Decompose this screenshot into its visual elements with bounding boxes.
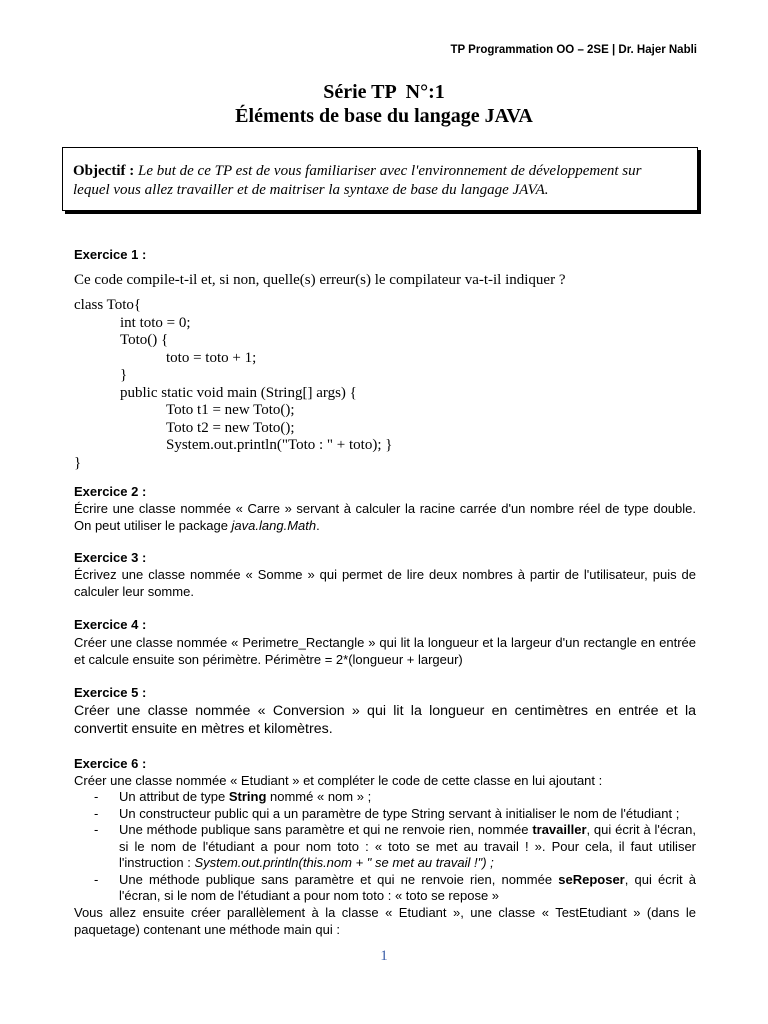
exercise-4-text: Créer une classe nommée « Perimetre_Rectangle » qui lit la longueur et la largeur d'un rectangle en entrée et calcule ensuite son périmètre. Périmètre = 2*(longueur + largeur) <box>74 635 696 667</box>
title-line-1: Série TP N°:1 <box>323 81 445 103</box>
code-line: System.out.println("Toto : " + toto); } <box>166 437 393 453</box>
bullet-text: Un attribut de type <box>119 789 229 804</box>
list-item <box>74 789 696 806</box>
code-line: int toto = 0; <box>120 314 191 331</box>
code-line: class Toto{ <box>74 297 142 313</box>
exercise-3-title: Exercice 3 : <box>74 550 147 565</box>
exercise-2-text <box>74 500 696 534</box>
exercise-3-text: Écrivez une classe nommée « Somme » qui permet de lire deux nombres à partir de l'utilisateur, puis de calculer leur somme. <box>74 567 696 599</box>
bullet-dash: - <box>94 805 99 821</box>
code-line: } <box>120 367 128 383</box>
document-title <box>0 80 768 128</box>
exercise-6-bullets <box>74 789 696 905</box>
code-line: Toto t2 = new Toto(); <box>166 419 295 436</box>
code-line: Toto() { <box>120 332 169 348</box>
exercise-2-text-main: Écrire une classe nommée « Carre » servant à calculer la racine carrée d'un nombre réel de type double. On peut utiliser le package <box>74 501 696 533</box>
bullet-bold: String <box>228 789 267 804</box>
exercise-6-intro: Créer une classe nommée « Etudiant » et compléter le code de cette classe en lui ajoutant : <box>74 773 603 788</box>
list-item <box>74 806 696 823</box>
exercise-2-package: java.lang.Math <box>231 518 317 533</box>
code-line: public static void main (String[] args) { <box>120 384 357 401</box>
exercise-1-title: Exercice 1 : <box>74 247 147 262</box>
exercise-5-text: Créer une classe nommée « Conversion » qui lit la longueur en centimètres en entrée et la convertit ensuite en mètres et kilomètres. <box>74 703 696 737</box>
bullet-text: , qui écrit à l'écran, si le nom de l'étudiant a pour nom toto : « toto se met au travail ! ». Pour cela, il faut utiliser l'instruction : <box>119 822 696 870</box>
title-line-2: Éléments de base du langage JAVA <box>235 105 533 127</box>
bullet-text: Une méthode publique sans paramètre et qui ne renvoie rien, nommée <box>119 871 559 887</box>
code-line: toto = toto + 1; <box>166 349 257 366</box>
objective-box <box>62 147 698 211</box>
bullet-bold: travailler <box>532 822 587 837</box>
code-line: Toto t1 = new Toto(); <box>166 402 295 418</box>
list-item <box>74 872 696 905</box>
objective-text-1: Le but de ce TP est de vous familiariser avec l'environnement de développement sur <box>134 163 642 179</box>
exercise-6-title: Exercice 6 : <box>74 756 147 771</box>
bullet-dash: - <box>94 789 99 804</box>
exercise-6-outro: Vous allez ensuite créer parallèlement à la classe « Etudiant », une classe « TestEtudiant » (dans le paquetage) contenant une méthode main qui : <box>74 905 696 937</box>
bullet-text: Un constructeur public qui a un paramètre de type String servant à initialiser le nom de l'étudiant ; <box>119 805 680 821</box>
exercise-1-code <box>74 297 392 472</box>
page-header: TP Programmation OO – 2SE | Dr. Hajer Nabli <box>450 44 697 56</box>
objective-text-2: lequel vous allez travailler et de maitriser la syntaxe de base du langage JAVA. <box>73 182 549 198</box>
exercise-1-question: Ce code compile-t-il et, si non, quelle(s) erreur(s) le compilateur va-t-il indiquer ? <box>74 272 566 288</box>
bullet-bold: seReposer <box>558 871 625 887</box>
objective-label: Objectif : <box>73 163 135 179</box>
exercise-2-text-end: . <box>316 518 320 533</box>
bullet-dash: - <box>94 871 99 887</box>
exercise-2-title: Exercice 2 : <box>74 484 147 499</box>
code-line: } <box>74 454 82 471</box>
bullet-dash: - <box>94 822 99 837</box>
bullet-text: Une méthode publique sans paramètre et qui ne renvoie rien, nommée <box>119 822 533 837</box>
bullet-italic: System.out.println(this.nom + " se met au travail !") ; <box>194 855 494 870</box>
exercise-4-title: Exercice 4 : <box>74 617 147 632</box>
bullet-text: , qui écrit à l'écran, si le nom de l'étudiant a pour nom toto : « toto se repose » <box>119 871 696 903</box>
page-number: 1 <box>380 948 388 964</box>
bullet-text: nommé « nom » ; <box>266 789 372 804</box>
list-item <box>74 822 696 872</box>
exercise-5-title: Exercice 5 : <box>74 685 147 700</box>
